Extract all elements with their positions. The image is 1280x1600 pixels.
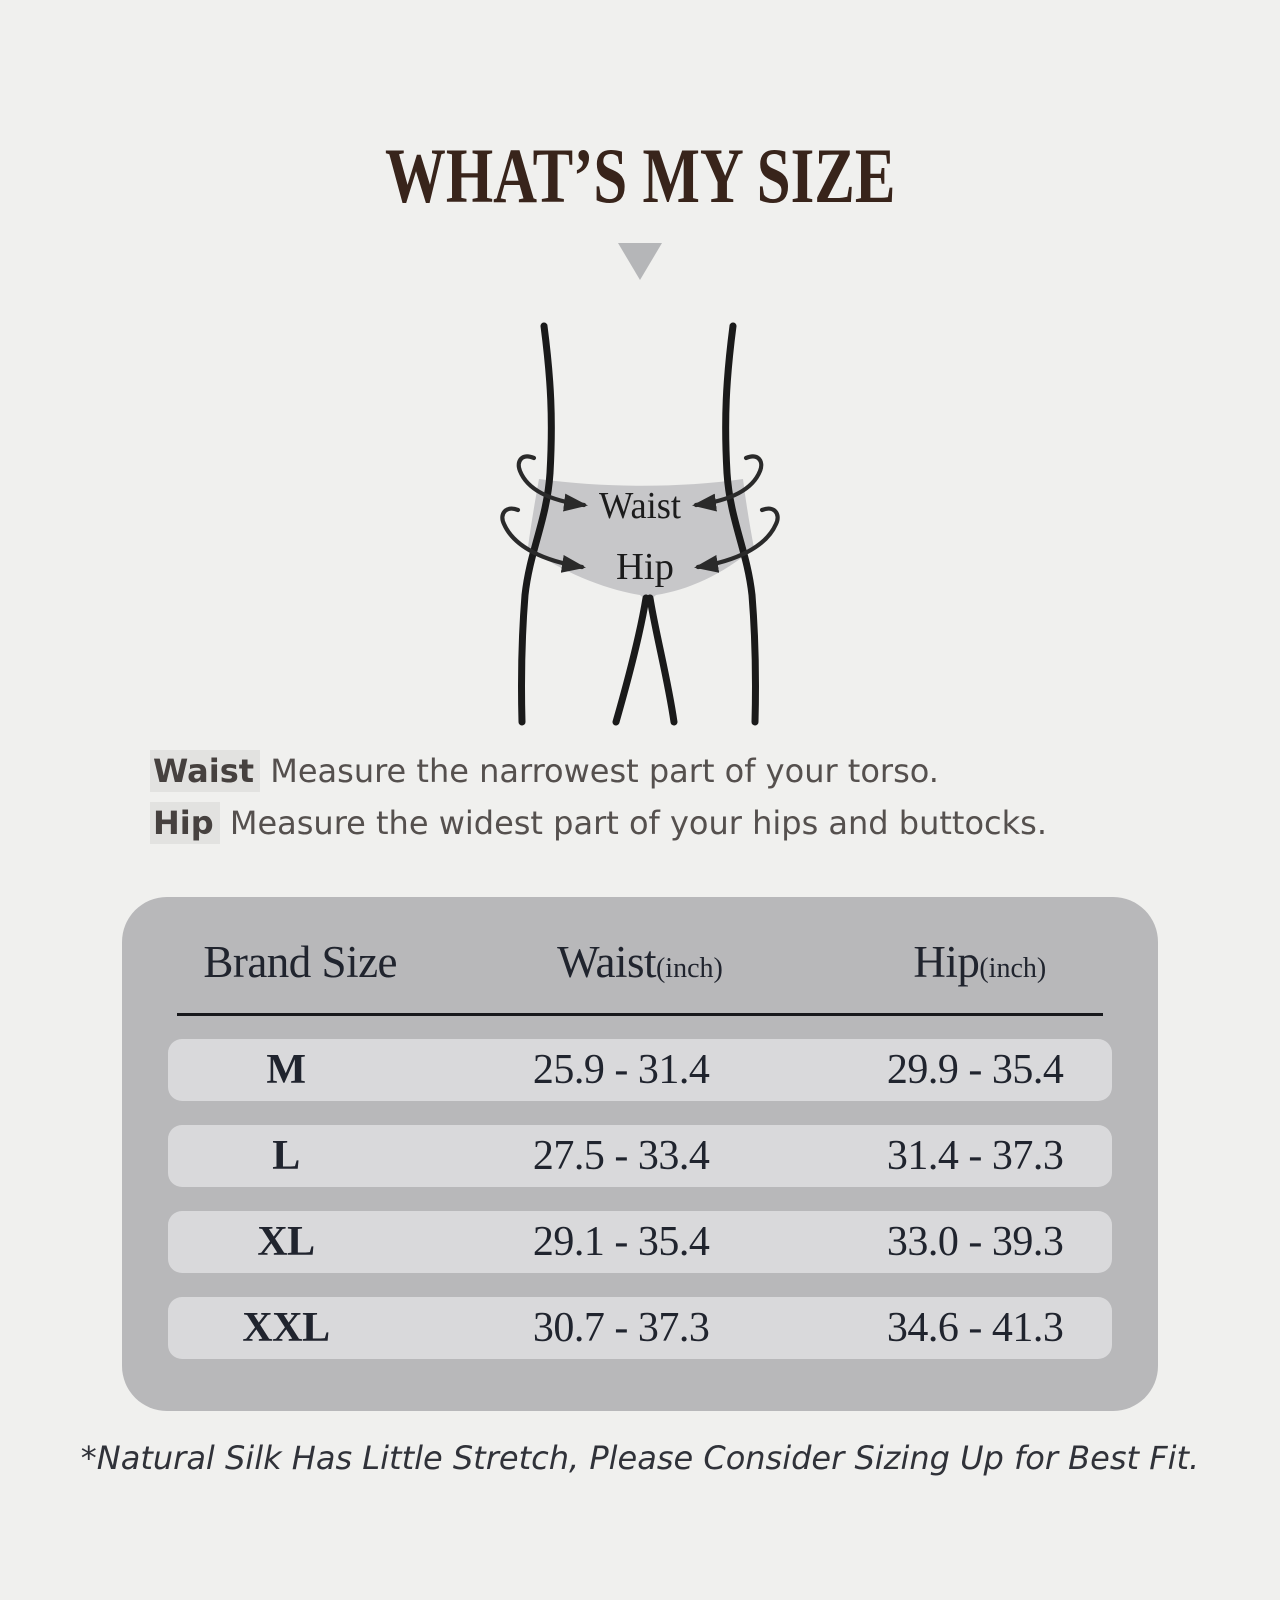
cell-waist: 25.9 - 31.4 — [532, 1047, 710, 1093]
footnote: *Natural Silk Has Little Stretch, Please Consider Sizing Up for Best Fit. — [80, 1439, 1200, 1477]
size-table-rows — [122, 1039, 1158, 1359]
table-row — [168, 1039, 1112, 1101]
table-row — [168, 1211, 1112, 1273]
hip-instruction — [150, 797, 1280, 849]
hip-instruction-text: Measure the widest part of your hips and buttocks. — [229, 804, 1048, 842]
cell-hip: 33.0 - 39.3 — [886, 1219, 1064, 1265]
cell-hip: 34.6 - 41.3 — [886, 1305, 1064, 1351]
cell-size: L — [272, 1133, 300, 1179]
cell-size: XL — [257, 1219, 315, 1265]
cell-waist: 30.7 - 37.3 — [532, 1305, 710, 1351]
hip-term: Hip — [150, 802, 220, 844]
header-waist: Waist(inch) — [557, 937, 723, 987]
cell-size: XXL — [242, 1305, 330, 1351]
cell-size: M — [266, 1047, 306, 1093]
cell-hip: 31.4 - 37.3 — [886, 1133, 1064, 1179]
down-triangle-icon — [618, 243, 662, 280]
measuring-instructions — [150, 745, 1280, 849]
figure-waist-label: Waist — [599, 485, 682, 527]
header-brand-size: Brand Size — [203, 937, 398, 987]
body-measurement-figure — [440, 295, 840, 735]
cell-waist: 27.5 - 33.4 — [532, 1133, 710, 1179]
header-hip: Hip(inch) — [913, 937, 1047, 987]
cell-waist: 29.1 - 35.4 — [532, 1219, 710, 1265]
table-row — [168, 1297, 1112, 1359]
waist-term: Waist — [150, 750, 260, 792]
figure-hip-label: Hip — [616, 546, 674, 588]
table-row — [168, 1125, 1112, 1187]
header-divider — [177, 1013, 1103, 1016]
waist-instruction — [150, 745, 1280, 797]
size-chart-table — [122, 897, 1158, 1411]
cell-hip: 29.9 - 35.4 — [886, 1047, 1064, 1093]
page-title: WHAT’S MY SIZE — [384, 132, 896, 219]
size-table-header — [122, 927, 1158, 997]
waist-instruction-text: Measure the narrowest part of your torso. — [270, 752, 939, 790]
